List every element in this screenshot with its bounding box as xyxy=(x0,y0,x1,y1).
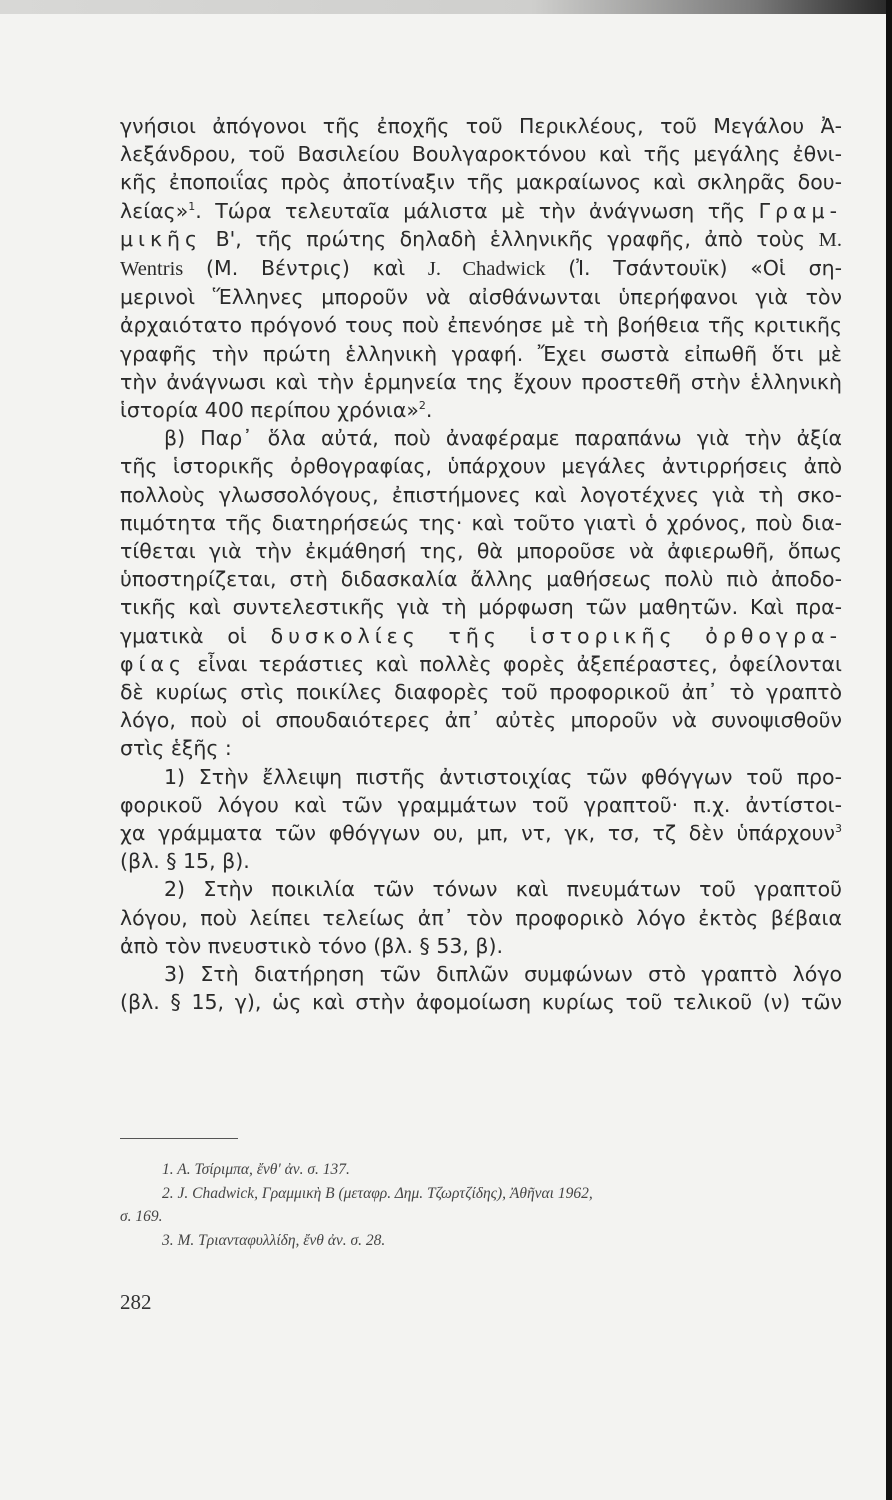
text-line: γνήσιοι ἀπόγονοι τῆς ἐποχῆς τοῦ Περικλέους, τοῦ Μεγάλου Ἀ- xyxy=(120,114,842,138)
text-line: λεξάνδρου, τοῦ Βασιλείου Βουλγαροκτόνου καὶ τῆς μεγάλης ἐθνι- xyxy=(120,142,842,167)
footnotes xyxy=(120,1158,842,1252)
text-line: ὑποστηρίζεται, στὴ διδασκαλία ἄλλης μαθήσεως πολὺ πιὸ ἀποδο- xyxy=(120,567,842,592)
text-line: λόγου, ποὺ λείπει τελείως ἀπ᾽ τὸν προφορικὸ λόγο ἐκτὸς βέβαια xyxy=(120,905,842,930)
scan-top-edge xyxy=(0,0,886,14)
text-line: τίθεται γιὰ τὴν ἐκμάθησή της, θὰ μποροῦσε νὰ ἀφιερωθῆ, ὅπως xyxy=(120,539,842,564)
scan-right-edge xyxy=(886,0,892,1500)
list-item-2: 2) Στὴν ποικιλία τῶν τόνων καὶ πνευμάτων τοῦ γραπτοῦ xyxy=(164,877,842,902)
footnote-continuation: σ. 169. xyxy=(120,1208,163,1225)
text-line: ἀρχαιότατο πρόγονό τους ποὺ ἐπενόησε μὲ τὴ βοήθεια τῆς κριτικῆς xyxy=(120,313,842,338)
text-line: χα γράμματα τῶν φθόγγων ου, μπ, ντ, γκ, τσ, τζ δὲν ὑπάρχουν$^3$ xyxy=(120,821,842,846)
body-text xyxy=(120,112,842,1017)
text-line: λόγο, ποὺ οἱ σπουδαιότερες ἀπ᾽ αὐτὲς μποροῦν νὰ συνοψισθοῦν xyxy=(120,708,842,733)
text-line: δὲ κυρίως στὶς ποικίλες διαφορὲς τοῦ προφορικοῦ ἀπ᾽ τὸ γραπτὸ xyxy=(120,680,842,705)
list-item-3: 3) Στὴ διατήρηση τῶν διπλῶν συμφώνων στὸ γραπτὸ λόγο xyxy=(164,962,842,987)
footnote-ref: 3 xyxy=(835,822,842,836)
text-line: ἱστορία 400 περίπου χρόνια»$^2$. xyxy=(120,398,433,423)
text-line: ἀπὸ τὸν πνευστικὸ τόνο (βλ. § 53, β). xyxy=(120,933,504,958)
footnote: 3. Μ. Τριανταφυλλίδη, ἔνθ ἀν. σ. 28. xyxy=(162,1231,386,1249)
list-item-1: 1) Στὴν ἔλλειψη πιστῆς ἀντιστοιχίας τῶν φθόγγων τοῦ προ- xyxy=(164,764,842,789)
text-line: φίας εἶναι τεράστιες καὶ πολλὲς φορὲς ἀξεπέραστες, ὀφείλονται xyxy=(120,651,842,676)
footnote: 2. J. Chadwick, Γραμμικὴ Β (μεταφρ. Δημ. Τζωρτζίδης), Ἀθῆναι 1962, xyxy=(162,1184,593,1202)
footnote-ref: 1 xyxy=(188,199,196,213)
text-line: κῆς ἐποποιΐας πρὸς ἀποτίναξιν τῆς μακραίωνος καὶ σκληρᾶς δου- xyxy=(120,170,842,195)
footnote-separator xyxy=(120,1138,238,1139)
text-line: γματικὰ οἱ δυσκολίες τῆς ἱστορικῆς ὀρθογρα- xyxy=(120,623,842,648)
text-line: φορικοῦ λόγου καὶ τῶν γραμμάτων τοῦ γραπτοῦ· π.χ. ἀντίστοι- xyxy=(120,792,842,817)
text-line: γραφῆς τὴν πρώτη ἑλληνικὴ γραφή. Ἔχει σωστὰ εἰπωθῆ ὅτι μὲ xyxy=(120,341,842,366)
text-line: τῆς ἱστορικῆς ὀρθογραφίας, ὑπάρχουν μεγάλες ἀντιρρήσεις ἀπὸ xyxy=(120,454,842,479)
text-line: στὶς ἑξῆς : xyxy=(120,736,232,761)
text-line: μικῆς Β', τῆς πρώτης δηλαδὴ ἑλληνικῆς γραφῆς, ἀπὸ τοὺς M. xyxy=(120,226,842,251)
footnote-ref: 2 xyxy=(418,399,426,413)
text-line: (βλ. § 15, β). xyxy=(120,849,250,874)
page-number: 282 xyxy=(120,1290,152,1314)
paragraph-b-line: β) Παρ᾽ ὅλα αὐτά, ποὺ ἀναφέραμε παραπάνω γιὰ τὴν ἀξία xyxy=(164,426,842,451)
text-line: πολλοὺς γλωσσολόγους, ἐπιστήμονες καὶ λογοτέχνες γιὰ τὴ σκο- xyxy=(120,482,842,507)
footnote: 1. Α. Τσίριμπα, ἔνθ' ἀν. σ. 137. xyxy=(162,1161,350,1178)
text-line: πιμότητα τῆς διατηρήσεώς της· καὶ τοῦτο γιατὶ ὁ χρόνος, ποὺ δια- xyxy=(120,510,842,535)
text-line: (βλ. § 15, γ), ὡς καὶ στὴν ἀφομοίωση κυρίως τοῦ τελικοῦ (ν) τῶν xyxy=(120,990,842,1015)
text-line: λείας»$^1$. Τώρα τελευταῖα μάλιστα μὲ τὴν ἀνάγνωση τῆς Γραμ- xyxy=(120,198,842,223)
text-line: μερινοὶ Ἕλληνες μποροῦν νὰ αἰσθάνωνται ὑπερήφανοι γιὰ τὸν xyxy=(120,285,842,310)
text-line: τὴν ἀνάγνωσι καὶ τὴν ἑρμηνεία της ἔχουν προστεθῆ στὴν ἑλληνικὴ xyxy=(120,369,842,394)
text-line: τικῆς καὶ συντελεστικῆς γιὰ τὴ μόρφωση τῶν μαθητῶν. Καὶ πρα- xyxy=(120,595,842,620)
text-line: Wentris (Μ. Βέντρις) καὶ J. Chadwick (Ἰ. Τσάντουϊκ) «Οἱ ση- xyxy=(120,256,842,281)
